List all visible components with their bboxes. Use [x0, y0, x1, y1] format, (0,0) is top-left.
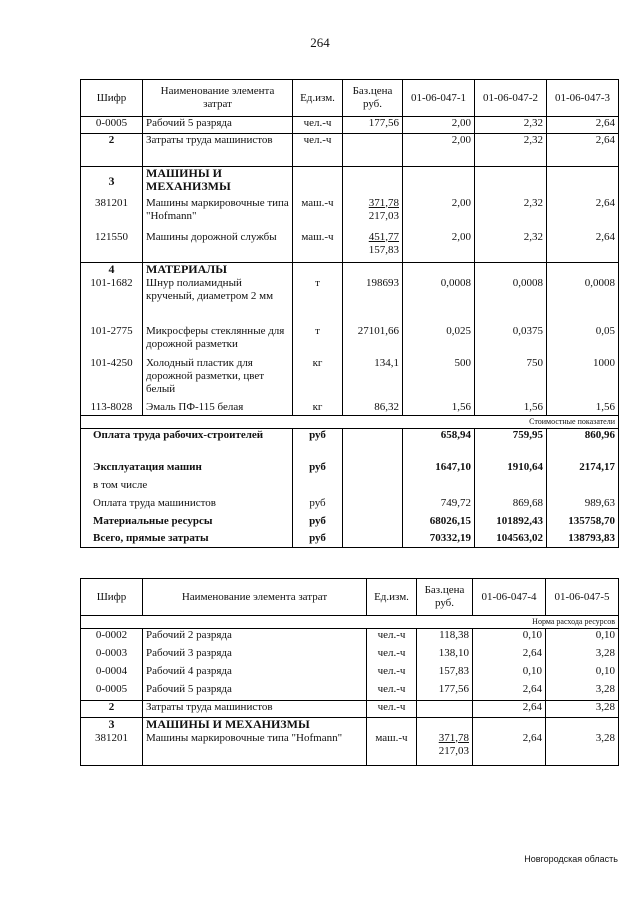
table-row: [81, 117, 619, 134]
cell-unit: маш.-ч: [293, 197, 343, 231]
cell-name: Машины маркировочные типа "Hofmann": [143, 197, 293, 231]
caption-row: [81, 616, 619, 629]
price-upper: 371,78: [368, 196, 399, 209]
cell-value: 1000: [547, 357, 619, 401]
cell-code: 381201: [81, 732, 143, 766]
cell-price: 177,56: [343, 117, 403, 134]
section-title: МАШИНЫ И МЕХАНИЗМЫ: [143, 718, 367, 732]
total-value: 658,94: [403, 429, 475, 461]
total-value: 104563,02: [475, 532, 547, 548]
price-lower: 217,03: [368, 209, 399, 222]
total-row: [81, 532, 619, 548]
cell-price: [343, 231, 403, 263]
table-row: [81, 277, 619, 325]
region-footer: Новгородская область: [524, 854, 618, 864]
cell-value: 1,56: [547, 401, 619, 416]
cell-name: Рабочий 2 разряда: [143, 629, 367, 647]
section-title: МАШИНЫ И МЕХАНИЗМЫ: [143, 167, 293, 197]
cell-value: 2,64: [473, 647, 546, 665]
cell-value: 2,00: [403, 117, 475, 134]
total-unit: руб: [293, 497, 343, 515]
section-number: 3: [81, 167, 143, 197]
cell-name: Машины маркировочные типа "Hofmann": [143, 732, 367, 766]
cell-code: 121550: [81, 231, 143, 263]
cell-unit: кг: [293, 401, 343, 416]
total-value: 138793,83: [547, 532, 619, 548]
cell-code: 0-0002: [81, 629, 143, 647]
cell-value: 0,0008: [547, 277, 619, 325]
cell-value: 1,56: [403, 401, 475, 416]
total-value: 759,95: [475, 429, 547, 461]
cell-unit: чел.-ч: [367, 629, 417, 647]
table-row: [81, 629, 619, 647]
cell-value: 500: [403, 357, 475, 401]
section-title: МАТЕРИАЛЫ: [143, 263, 293, 277]
section-row: [81, 718, 619, 732]
total-unit: руб: [293, 461, 343, 479]
header-name: Наименование элемента затрат: [143, 80, 293, 117]
total-value: 989,63: [547, 497, 619, 515]
cell-value: 2,64: [473, 701, 546, 718]
total-value: 101892,43: [475, 515, 547, 532]
cell-code: 0-0005: [81, 117, 143, 134]
cell-value: 2,64: [473, 683, 546, 701]
section-row: [81, 167, 619, 197]
total-unit: руб: [293, 429, 343, 461]
total-row: [81, 429, 619, 461]
cell-price: 118,38: [417, 629, 473, 647]
header-code: Шифр: [81, 80, 143, 117]
resource-table-2: [80, 578, 619, 766]
cell-code: 0-0005: [81, 683, 143, 701]
price-upper: 451,77: [368, 230, 399, 243]
cell-value: 2,64: [547, 134, 619, 167]
cell-value: 2,64: [473, 732, 546, 766]
price-upper: 371,78: [438, 731, 469, 744]
header-col-3: 01-06-047-3: [547, 80, 619, 117]
table-row: [81, 732, 619, 766]
cell-value: 0,10: [546, 629, 619, 647]
table-row: [81, 134, 619, 167]
cell-code: 0-0003: [81, 647, 143, 665]
total-value: 68026,15: [403, 515, 475, 532]
header-col-1: 01-06-047-1: [403, 80, 475, 117]
total-label: Эксплуатация машин: [81, 461, 293, 479]
total-value: 1910,64: [475, 461, 547, 479]
cell-unit: кг: [293, 357, 343, 401]
section-row: [81, 263, 619, 277]
cell-value: 2,64: [547, 117, 619, 134]
total-row: [81, 479, 619, 497]
total-value: 135758,70: [547, 515, 619, 532]
price-lower: 157,83: [368, 243, 399, 256]
cell-value: 0,0375: [475, 325, 547, 357]
total-value: 1647,10: [403, 461, 475, 479]
table-row: [81, 197, 619, 231]
table-row: [81, 357, 619, 401]
cell-code: 101-2775: [81, 325, 143, 357]
table-row: [81, 665, 619, 683]
total-label: в том числе: [81, 479, 293, 497]
header-base-price: Баз.цена руб.: [417, 579, 473, 616]
cell-value: 0,10: [546, 665, 619, 683]
cost-indicators-caption: Стоимостные показатели: [81, 416, 619, 429]
cell-value: 0,0008: [475, 277, 547, 325]
cell-price: [417, 732, 473, 766]
cell-unit: чел.-ч: [293, 134, 343, 167]
table-row: [81, 683, 619, 701]
table-row: [81, 401, 619, 416]
header-col-2: 01-06-047-2: [475, 80, 547, 117]
total-label: Оплата труда машинистов: [81, 497, 293, 515]
cell-value: 2,00: [403, 231, 475, 263]
cell-value: 0,10: [473, 629, 546, 647]
norm-caption: Норма расхода ресурсов: [81, 616, 619, 629]
cell-value: 3,28: [546, 647, 619, 665]
cell-name: Микросферы стеклянные для дорожной разметки: [143, 325, 293, 357]
cell-price: 86,32: [343, 401, 403, 416]
cell-price: 198693: [343, 277, 403, 325]
total-label: Всего, прямые затраты: [81, 532, 293, 548]
cell-name: Шнур полиамидный крученый, диаметром 2 мм: [143, 277, 293, 325]
cell-code: 101-4250: [81, 357, 143, 401]
cell-price: 134,1: [343, 357, 403, 401]
cell-value: 3,28: [546, 701, 619, 718]
header-code: Шифр: [81, 579, 143, 616]
cell-value: 2,00: [403, 134, 475, 167]
resource-table-1: [80, 79, 619, 548]
cell-code: 2: [81, 701, 143, 718]
cell-name: Холодный пластик для дорожной разметки, цвет белый: [143, 357, 293, 401]
cell-unit: маш.-ч: [293, 231, 343, 263]
cell-name: Затраты труда машинистов: [143, 701, 367, 718]
table-row: [81, 231, 619, 263]
total-row: [81, 515, 619, 532]
cell-code: 113-8028: [81, 401, 143, 416]
total-label: Оплата труда рабочих-строителей: [81, 429, 293, 461]
cell-value: 1,56: [475, 401, 547, 416]
total-label: Материальные ресурсы: [81, 515, 293, 532]
table-header-row: [81, 80, 619, 117]
cell-value: 2,00: [403, 197, 475, 231]
cell-value: 750: [475, 357, 547, 401]
cell-code: 2: [81, 134, 143, 167]
table-row: [81, 647, 619, 665]
cell-price: [417, 701, 473, 718]
cell-value: 3,28: [546, 732, 619, 766]
cell-price: 177,56: [417, 683, 473, 701]
cell-unit: чел.-ч: [367, 683, 417, 701]
cell-price: [343, 134, 403, 167]
cell-name: Эмаль ПФ-115 белая: [143, 401, 293, 416]
header-col-5: 01-06-047-5: [546, 579, 619, 616]
cell-value: 2,64: [547, 231, 619, 263]
cell-value: 2,32: [475, 197, 547, 231]
total-value: 749,72: [403, 497, 475, 515]
section-number: 4: [81, 263, 143, 277]
section-number: 3: [81, 718, 143, 732]
header-base-price: Баз.цена руб.: [343, 80, 403, 117]
total-unit: руб: [293, 515, 343, 532]
cell-unit: маш.-ч: [367, 732, 417, 766]
price-lower: 217,03: [438, 744, 469, 757]
page-number: 264: [310, 35, 330, 50]
cell-unit: чел.-ч: [367, 665, 417, 683]
cell-value: 0,10: [473, 665, 546, 683]
cell-unit: т: [293, 325, 343, 357]
cell-value: 2,32: [475, 134, 547, 167]
header-col-4: 01-06-047-4: [473, 579, 546, 616]
cell-unit: чел.-ч: [293, 117, 343, 134]
cell-value: 3,28: [546, 683, 619, 701]
cell-price: 157,83: [417, 665, 473, 683]
cell-unit: чел.-ч: [367, 647, 417, 665]
cell-price: 138,10: [417, 647, 473, 665]
cell-name: Рабочий 3 разряда: [143, 647, 367, 665]
cell-value: 0,05: [547, 325, 619, 357]
table-row: [81, 325, 619, 357]
cell-price: 27101,66: [343, 325, 403, 357]
cell-value: 2,32: [475, 117, 547, 134]
total-value: 2174,17: [547, 461, 619, 479]
cell-value: 2,32: [475, 231, 547, 263]
header-name: Наименование элемента затрат: [143, 579, 367, 616]
cell-name: Рабочий 5 разряда: [143, 117, 293, 134]
cell-unit: т: [293, 277, 343, 325]
header-unit: Ед.изм.: [367, 579, 417, 616]
total-value: 70332,19: [403, 532, 475, 548]
cell-name: Машины дорожной службы: [143, 231, 293, 263]
cell-value: 0,025: [403, 325, 475, 357]
cell-unit: чел.-ч: [367, 701, 417, 718]
header-unit: Ед.изм.: [293, 80, 343, 117]
cell-code: 0-0004: [81, 665, 143, 683]
cell-name: Рабочий 5 разряда: [143, 683, 367, 701]
cell-value: 2,64: [547, 197, 619, 231]
total-unit: руб: [293, 532, 343, 548]
table-header-row: [81, 579, 619, 616]
cell-value: 0,0008: [403, 277, 475, 325]
total-row: [81, 461, 619, 479]
cell-name: Рабочий 4 разряда: [143, 665, 367, 683]
total-row: [81, 497, 619, 515]
cell-code: 381201: [81, 197, 143, 231]
total-value: 869,68: [475, 497, 547, 515]
total-value: 860,96: [547, 429, 619, 461]
cell-code: 101-1682: [81, 277, 143, 325]
table-row: [81, 701, 619, 718]
cell-name: Затраты труда машинистов: [143, 134, 293, 167]
cell-price: [343, 197, 403, 231]
caption-row: [81, 416, 619, 429]
